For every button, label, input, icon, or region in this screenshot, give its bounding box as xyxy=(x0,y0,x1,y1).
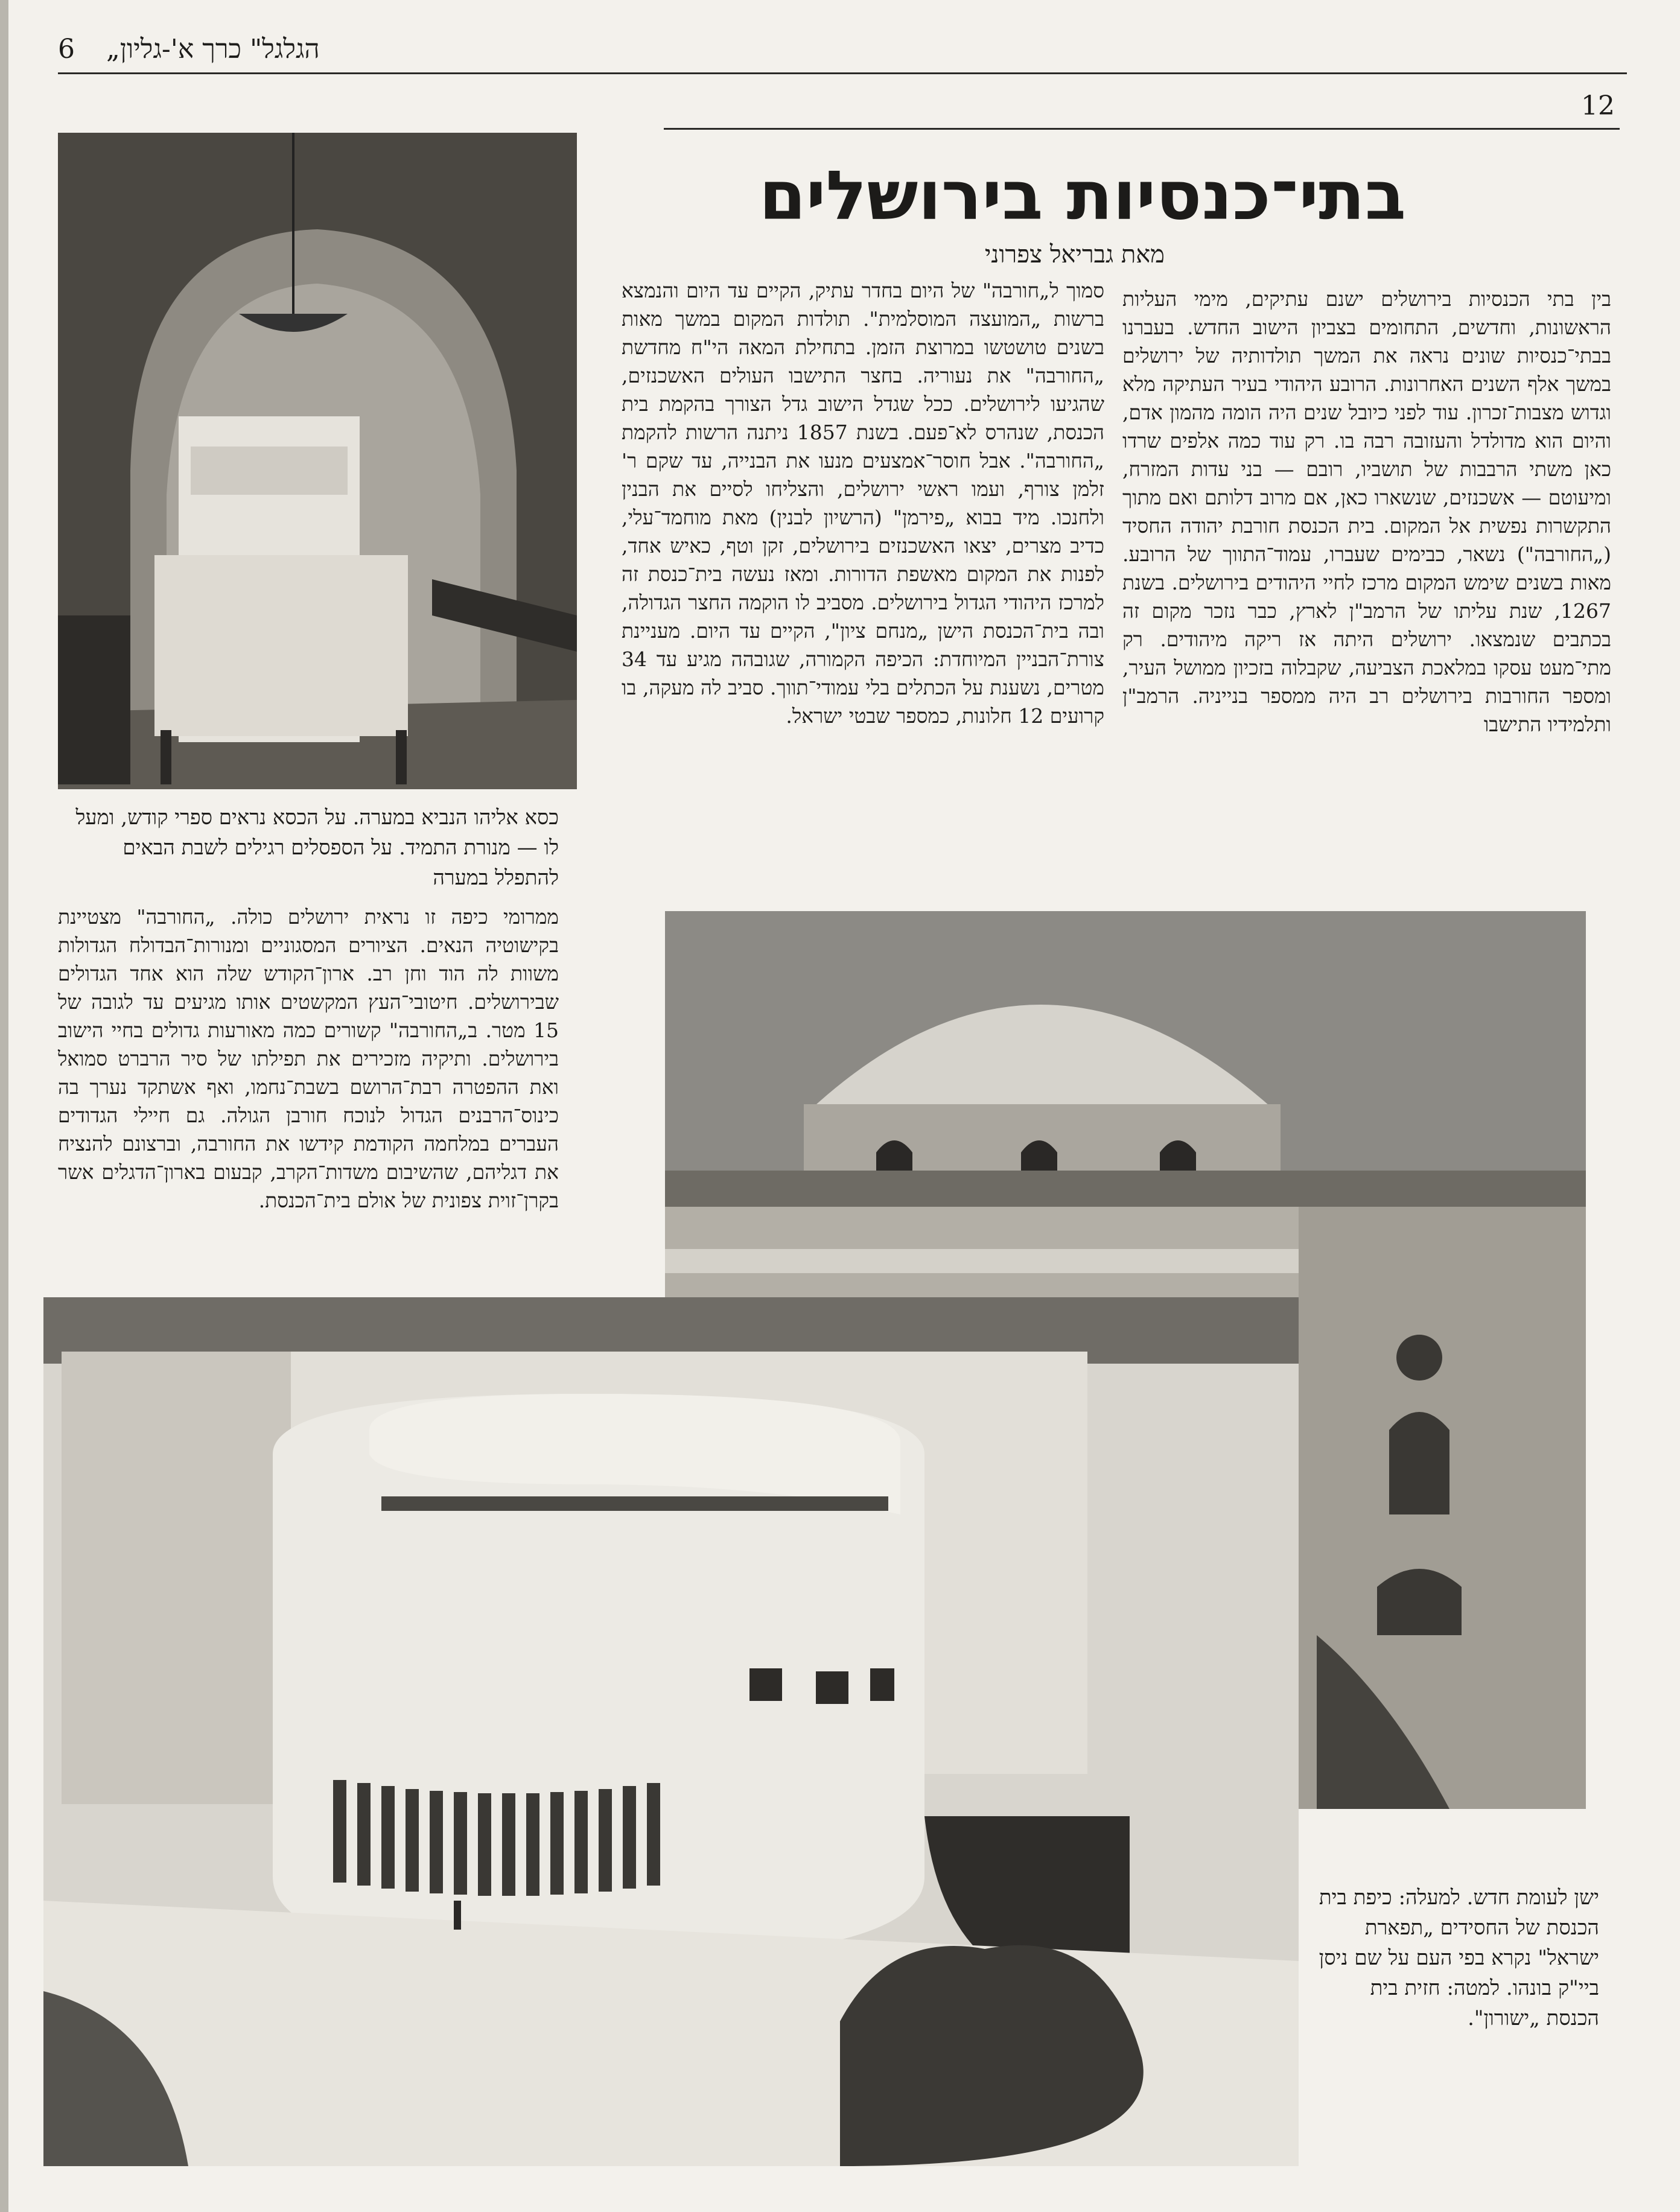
article-title: בתי־כנסיות בירושלים xyxy=(759,157,1406,235)
page-edge xyxy=(0,0,8,2212)
elijah-cave-caption: כסא אליהו הנביא במערה. על הכסא נראים ספרי קודש, ומעל לו — מנורת התמיד. על הספסלים רגילים לשבת הבאים להתפלל במערה xyxy=(75,806,559,890)
header-rule xyxy=(58,72,1627,74)
header-page-number: 6 xyxy=(58,34,75,65)
article-column-left: ממרומי כיפה זו נראית ירושלים כולה. „החורבה" מצטיינת בקישוטיה הנאים. הציורים המסגוניים ומנורות־הבדולח הגדולות משוות לה הוד וחן רב. ארון־הקודש שלה הוא אחד הגדולים שבירושלים. חיטובי־העץ המקשטים אותו מגיעים עד לגובה של 15 מטר. ב„החורבה" קשורים כמה מאורעות גדולים בחיי הישוב בירושלים. ותיקיה מזכירים את תפילתו של סיר הרברט סמואל ואת ההפטרה רבת־הרושם בשבת־נחמו, ואף אשתקד נערך בה כינוס־הרבנים הגדול לנוכח חורבן הגולה. גם חיילי הגדודים העברים במלחמה הקודמת קידשו את החורבה, וברצונם להנציח את דגליהם, שהשיבום משדות־הקרב, קבעום בארון־הדגלים אשר בקרן־זוית צפונית של אולם בית־הכנסת. xyxy=(58,905,559,1212)
article-byline: מאת גבריאל צפרוני xyxy=(984,241,1165,269)
article-column-right: בין בתי הכנסיות בירושלים ישנם עתיקים, מימי העליות הראשונות, וחדשים, התחומים בצביון הישוב החדש. בעברנו בבתי־כנסיות שונים נראה את המשך תולדותיה של ירושלים במשך אלף השנים האחרונות. הרובע היהודי בעיר העתיקה מלא וגדוש מצבות־זכרון. עוד לפני כיובל שנים היה הומה מהמון אדם, והיום הוא מדולדל והעזובה רבה בו. רק עוד כמה אלפים שרדו כאן משתי הרבבות של תושביו, רובם — בני עדות המזרח, ומיעוטם — אשכנזים, שנשארו כאן, אם מרוב דלותם ואם מתוך התקשרות נפשית אל המקום. בית הכנסת חורבת יהודה החסיד („החורבה") נשאר, כבימים שעברו, עמוד־התווך של הרובע. מאות בשנים שימש המקום מרכז לחיי היהודים בירושלים. בשנת 1267, שנת עליתו של הרמב"ן לארץ, כבר נזכר מקום זה בכתבים שנמצאו. ירושלים היתה אז ריקה מיהודים. רק מתי־מעט עסקו במלאכת הצביעה, שקבלוה בזכיון ממושל העיר, ומספר החורבות בירושלים רב היה ממספר בנייניה. הרמב"ן ותלמידיו התישבו xyxy=(1122,287,1611,736)
article-column-middle: סמוך ל„חורבה" של היום בחדר עתיק, הקיים עד היום והנמצא ברשות „המועצה המוסלמית". תולדות המקום במשך מאות בשנים טושטשו במרוצת הזמן. בתחילת המאה הי"ח מחדשת „החורבה" את נעוריה. בחצר התישבו העולים האשכנזים, שהגיעו לירושלים. ככל שגדל הישוב גדל הצורך בהקמת בית הכנסת, שנהרס לא־פעם. בשנת 1857 ניתנה הרשות להקמת „החורבה". אבל חוסר־אמצעים מנעו את הבנייה, עד שקם ר' זלמן צורף, ועמו ראשי ירושלים, והצליחו לסיים את הבנין ולחנכו. מיד בבוא „פירמן" (הרשיון לבנין) מאת מוחמד־עלי, כדיב מצרים, יצאו האשכנזים בירושלים, זקן וטף, כאיש אחד, לפנות את המקום מאשפת הדורות. ומאז נעשה בית־כנסת זה למרכז היהודי הגדול בירושלים. מסביב לו הוקמה החצר הגדולה, ובה בית־הכנסת הישן „מנחם ציון", הקיים עד היום. מעניינת צורת־הבניין המיוחדת: הכיפה הקמורה, שגובהה מגיע עד 34 מטרים, נשענת על הכתלים בלי עמודי־תווך. סביב לה מעקה, בו קרועים 12 חלונות, כמספר שבטי ישראל. xyxy=(622,279,1104,728)
journal-title: „הגלגל" כרך א'-גליון xyxy=(106,34,320,65)
yeshurun-synagogue-photo xyxy=(43,1297,1299,2166)
article-top-rule xyxy=(664,128,1620,130)
running-header xyxy=(58,31,1627,68)
page-number-right: 12 xyxy=(1581,91,1615,121)
photos-caption: ישן לעומת חדש. למעלה: כיפת בית הכנסת של החסידים „תפארת ישראל" נקרא בפי העם על שם ניסן ביי"ק בונהו. למטה: חזית בית הכנסת „ישורון". xyxy=(1319,1886,1599,2030)
elijah-cave-photo xyxy=(58,133,577,789)
